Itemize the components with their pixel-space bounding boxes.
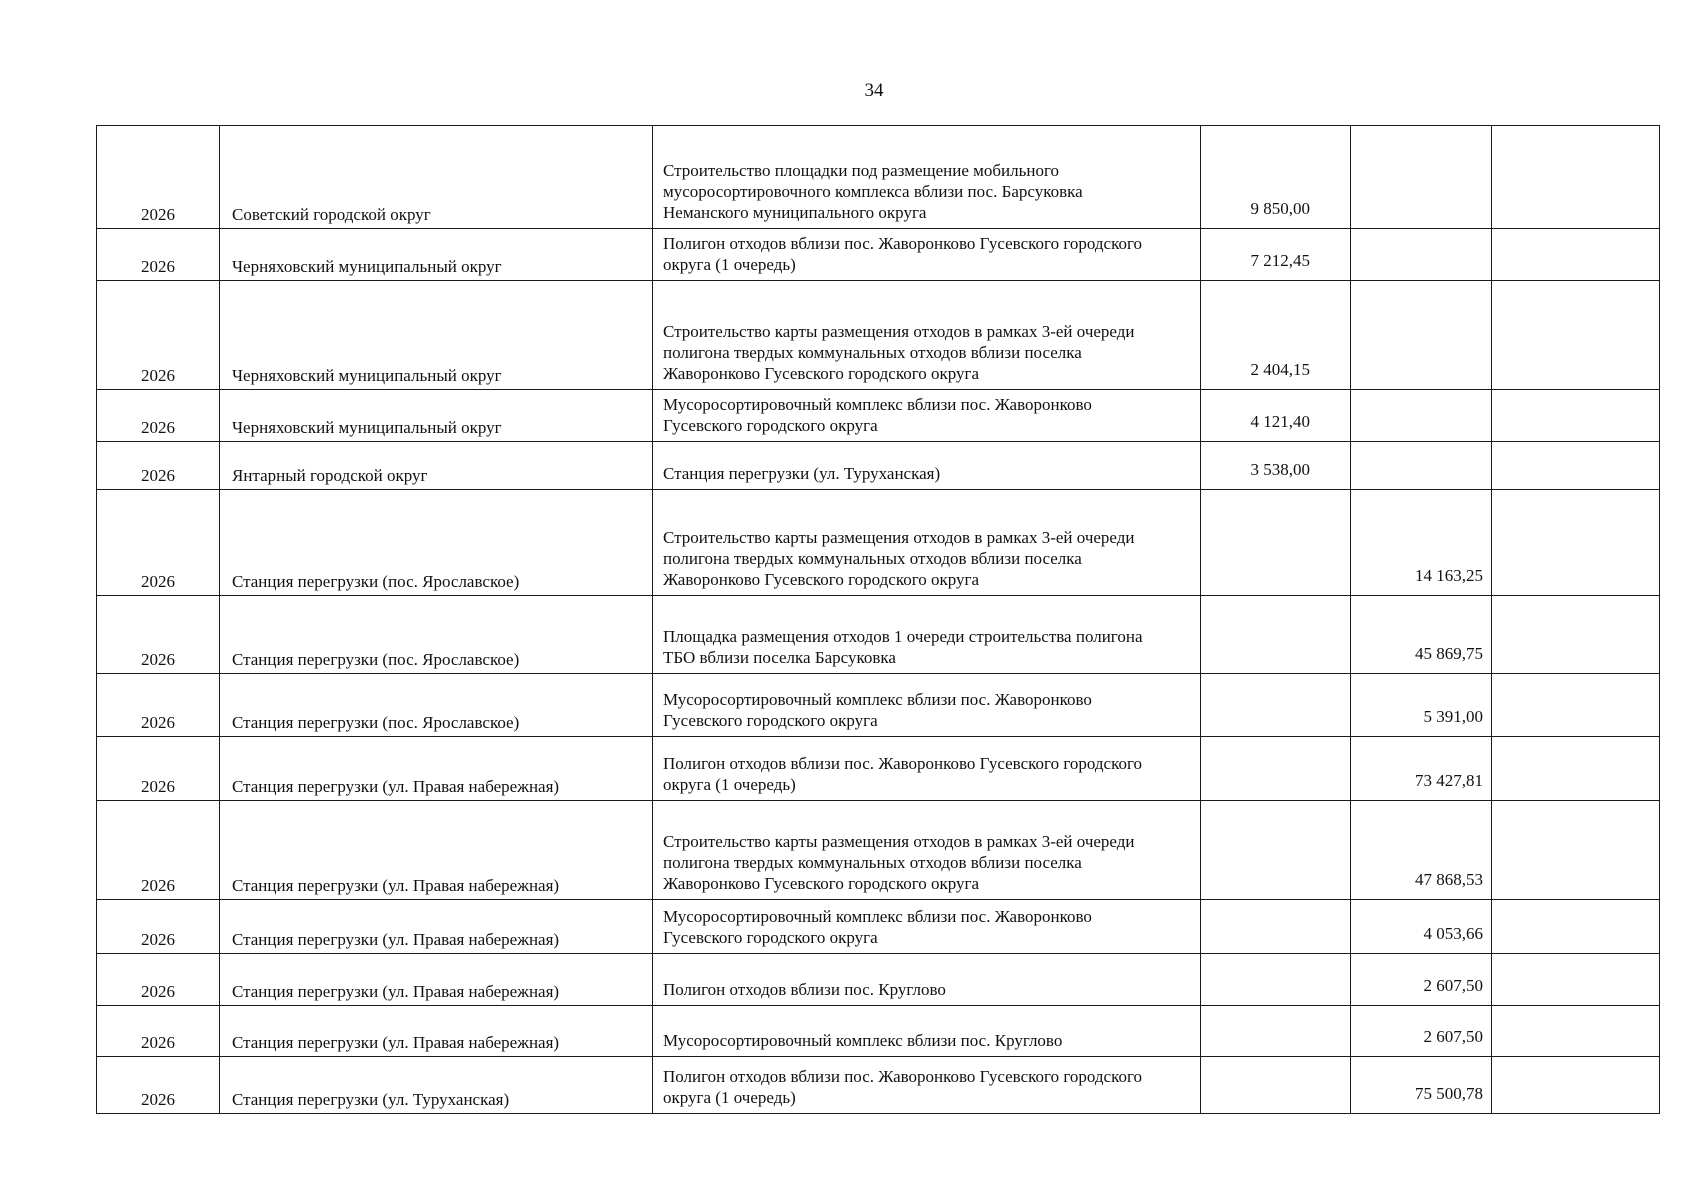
region-cell: Станция перегрузки (ул. Туруханская) [220, 1057, 653, 1114]
table-row [97, 126, 1660, 229]
region-cell: Станция перегрузки (ул. Правая набережная) [220, 900, 653, 954]
region-cell: Черняховский муниципальный округ [220, 229, 653, 281]
table-row [97, 1006, 1660, 1057]
amount-cell-1: 9 850,00 [1201, 126, 1351, 229]
table-row [97, 442, 1660, 490]
amount-cell-2: 14 163,25 [1351, 490, 1492, 596]
year-cell: 2026 [97, 954, 220, 1006]
object-cell: Строительство карты размещения отходов в рамках 3-ей очереди полигона твердых коммунальных отходов вблизи поселка Жаворонково Гусевского городского округа [653, 281, 1201, 390]
table-row [97, 900, 1660, 954]
amount-cell-2: 75 500,78 [1351, 1057, 1492, 1114]
amount-cell-3 [1492, 674, 1660, 737]
table-row [97, 281, 1660, 390]
object-cell: Мусоросортировочный комплекс вблизи пос. Жаворонково Гусевского городского округа [653, 390, 1201, 442]
table-row [97, 596, 1660, 674]
year-cell: 2026 [97, 442, 220, 490]
region-cell: Станция перегрузки (ул. Правая набережная) [220, 954, 653, 1006]
amount-cell-3 [1492, 801, 1660, 900]
region-cell: Станция перегрузки (пос. Ярославское) [220, 596, 653, 674]
amount-cell-2: 2 607,50 [1351, 954, 1492, 1006]
object-cell: Строительство площадки под размещение мобильного мусоросортировочного комплекса вблизи пос. Барсуковка Неманского муниципального округа [653, 126, 1201, 229]
year-cell: 2026 [97, 126, 220, 229]
amount-cell-2: 5 391,00 [1351, 674, 1492, 737]
amount-cell-3 [1492, 281, 1660, 390]
object-cell: Мусоросортировочный комплекс вблизи пос. Жаворонково Гусевского городского округа [653, 674, 1201, 737]
year-cell: 2026 [97, 390, 220, 442]
year-cell: 2026 [97, 229, 220, 281]
amount-cell-2 [1351, 229, 1492, 281]
object-cell: Мусоросортировочный комплекс вблизи пос. Жаворонково Гусевского городского округа [653, 900, 1201, 954]
object-cell: Строительство карты размещения отходов в рамках 3-ей очереди полигона твердых коммунальных отходов вблизи поселка Жаворонково Гусевского городского округа [653, 801, 1201, 900]
amount-cell-1: 2 404,15 [1201, 281, 1351, 390]
region-cell: Станция перегрузки (пос. Ярославское) [220, 490, 653, 596]
amount-cell-1 [1201, 737, 1351, 801]
object-cell: Площадка размещения отходов 1 очереди строительства полигона ТБО вблизи поселка Барсуковка [653, 596, 1201, 674]
year-cell: 2026 [97, 900, 220, 954]
amount-cell-1 [1201, 900, 1351, 954]
amount-cell-3 [1492, 954, 1660, 1006]
table-row [97, 229, 1660, 281]
region-cell: Станция перегрузки (ул. Правая набережная) [220, 801, 653, 900]
amount-cell-2 [1351, 442, 1492, 490]
table-body [97, 126, 1660, 1114]
table-row [97, 390, 1660, 442]
region-cell: Станция перегрузки (пос. Ярославское) [220, 674, 653, 737]
amount-cell-3 [1492, 900, 1660, 954]
table-row [97, 674, 1660, 737]
amount-cell-2 [1351, 281, 1492, 390]
amount-cell-3 [1492, 126, 1660, 229]
amount-cell-2 [1351, 390, 1492, 442]
budget-table [96, 125, 1660, 1114]
region-cell: Янтарный городской округ [220, 442, 653, 490]
amount-cell-2: 47 868,53 [1351, 801, 1492, 900]
amount-cell-3 [1492, 1006, 1660, 1057]
object-cell: Полигон отходов вблизи пос. Жаворонково Гусевского городского округа (1 очередь) [653, 229, 1201, 281]
year-cell: 2026 [97, 1057, 220, 1114]
amount-cell-1: 7 212,45 [1201, 229, 1351, 281]
amount-cell-1: 3 538,00 [1201, 442, 1351, 490]
amount-cell-1 [1201, 596, 1351, 674]
amount-cell-2: 2 607,50 [1351, 1006, 1492, 1057]
year-cell: 2026 [97, 1006, 220, 1057]
table-row [97, 737, 1660, 801]
amount-cell-1 [1201, 490, 1351, 596]
amount-cell-1 [1201, 1057, 1351, 1114]
amount-cell-3 [1492, 390, 1660, 442]
year-cell: 2026 [97, 737, 220, 801]
amount-cell-3 [1492, 442, 1660, 490]
amount-cell-1 [1201, 1006, 1351, 1057]
year-cell: 2026 [97, 596, 220, 674]
amount-cell-1 [1201, 801, 1351, 900]
object-cell: Строительство карты размещения отходов в рамках 3-ей очереди полигона твердых коммунальных отходов вблизи поселка Жаворонково Гусевского городского округа [653, 490, 1201, 596]
amount-cell-1 [1201, 954, 1351, 1006]
object-cell: Станция перегрузки (ул. Туруханская) [653, 442, 1201, 490]
region-cell: Советский городской округ [220, 126, 653, 229]
object-cell: Полигон отходов вблизи пос. Жаворонково Гусевского городского округа (1 очередь) [653, 737, 1201, 801]
table-row [97, 490, 1660, 596]
year-cell: 2026 [97, 801, 220, 900]
year-cell: 2026 [97, 281, 220, 390]
amount-cell-1: 4 121,40 [1201, 390, 1351, 442]
amount-cell-2: 73 427,81 [1351, 737, 1492, 801]
amount-cell-3 [1492, 490, 1660, 596]
region-cell: Черняховский муниципальный округ [220, 390, 653, 442]
amount-cell-1 [1201, 674, 1351, 737]
object-cell: Мусоросортировочный комплекс вблизи пос. Круглово [653, 1006, 1201, 1057]
table-row [97, 954, 1660, 1006]
year-cell: 2026 [97, 674, 220, 737]
amount-cell-3 [1492, 229, 1660, 281]
year-cell: 2026 [97, 490, 220, 596]
amount-cell-3 [1492, 596, 1660, 674]
amount-cell-3 [1492, 737, 1660, 801]
region-cell: Станция перегрузки (ул. Правая набережная) [220, 1006, 653, 1057]
region-cell: Станция перегрузки (ул. Правая набережная) [220, 737, 653, 801]
amount-cell-3 [1492, 1057, 1660, 1114]
amount-cell-2 [1351, 126, 1492, 229]
amount-cell-2: 45 869,75 [1351, 596, 1492, 674]
amount-cell-2: 4 053,66 [1351, 900, 1492, 954]
table-row [97, 801, 1660, 900]
region-cell: Черняховский муниципальный округ [220, 281, 653, 390]
table-row [97, 1057, 1660, 1114]
object-cell: Полигон отходов вблизи пос. Круглово [653, 954, 1201, 1006]
page-number: 34 [864, 80, 884, 101]
object-cell: Полигон отходов вблизи пос. Жаворонково Гусевского городского округа (1 очередь) [653, 1057, 1201, 1114]
